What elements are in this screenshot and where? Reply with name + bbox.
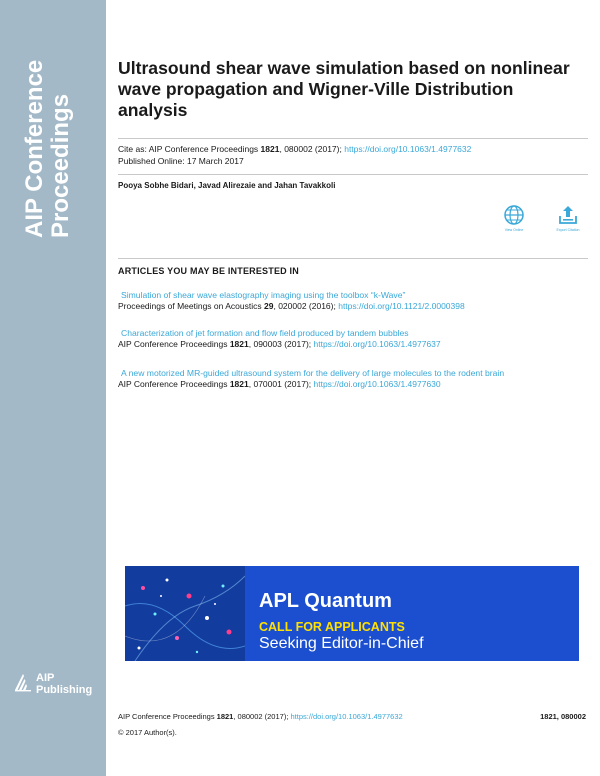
ad-subline: Seeking Editor-in-Chief: [259, 635, 424, 652]
view-online-button[interactable]: [494, 204, 534, 238]
globe-icon: [503, 204, 525, 226]
divider: [118, 174, 588, 175]
related-journal: AIP Conference Proceedings: [118, 339, 230, 349]
related-doi-link[interactable]: https://doi.org/10.1063/1.4977637: [313, 339, 441, 349]
ad-headline: APL Quantum: [259, 590, 392, 612]
related-rest: , 020002 (2016);: [273, 301, 339, 311]
related-article-title[interactable]: Simulation of shear wave elastography imaging using the toolbox “k-Wave”: [121, 290, 406, 300]
related-article: [118, 368, 588, 390]
footer-journal: AIP Conference Proceedings: [118, 712, 217, 721]
article-title: Ultrasound shear wave simulation based on nonlinear wave propagation and Wigner-Ville Distribution analysis: [118, 58, 570, 120]
related-article-citation: [118, 339, 588, 350]
export-icon: [557, 204, 579, 226]
divider: [118, 258, 588, 259]
related-rest: , 070001 (2017);: [248, 379, 314, 389]
journal-name: [22, 38, 74, 238]
related-journal: Proceedings of Meetings on Acoustics: [118, 301, 264, 311]
footer-rest: , 080002 (2017);: [233, 712, 291, 721]
related-doi-link[interactable]: https://doi.org/10.1063/1.4977630: [313, 379, 441, 389]
related-article-title[interactable]: A new motorized MR-guided ultrasound system for the delivery of large molecules to the rodent brain: [121, 368, 505, 378]
related-article: [118, 328, 588, 350]
cite-volume: 1821: [260, 144, 280, 154]
footer-citation: [118, 712, 403, 722]
apl-quantum-ad-banner[interactable]: [125, 566, 579, 661]
cite-rest: , 080002 (2017);: [279, 144, 345, 154]
author-list: Pooya Sobhe Bidari, Javad Alirezaie and Jahan Tavakkoli: [118, 181, 336, 190]
journal-sidebar: [0, 0, 106, 776]
article-doi-link[interactable]: https://doi.org/10.1063/1.4977632: [344, 144, 472, 154]
publisher-line2: Publishing: [36, 684, 93, 696]
journal-name-line1: AIP Conference: [21, 59, 48, 238]
published-online: Published Online: 17 March 2017: [118, 156, 244, 166]
related-doi-link[interactable]: https://doi.org/10.1121/2.0000398: [338, 301, 465, 311]
related-article-citation: [118, 379, 588, 390]
related-article-title[interactable]: Characterization of jet formation and flow field produced by tandem bubbles: [121, 328, 409, 338]
export-citation-label: Export Citation: [556, 228, 580, 232]
aip-logo-icon: [14, 672, 32, 692]
aip-publishing-logo[interactable]: [14, 670, 102, 700]
divider: [118, 138, 588, 139]
related-article: [118, 290, 588, 312]
citation-line: [118, 144, 471, 155]
ad-particle-artwork: [125, 566, 245, 661]
view-online-label: View Online: [504, 228, 524, 232]
publisher-line1: AIP: [36, 672, 55, 684]
footer-copyright: © 2017 Author(s).: [118, 728, 177, 737]
related-volume: 29: [264, 301, 274, 311]
related-volume: 1821: [229, 339, 249, 349]
cite-label: Cite as: AIP Conference Proceedings: [118, 144, 261, 154]
journal-name-line2: Proceedings: [47, 93, 74, 238]
export-citation-button[interactable]: [548, 204, 588, 238]
related-rest: , 090003 (2017);: [248, 339, 314, 349]
ad-call-for-applicants: CALL FOR APPLICANTS: [259, 620, 405, 634]
related-volume: 1821: [229, 379, 249, 389]
footer-page-ref: 1821, 080002: [540, 712, 586, 721]
related-articles-heading: ARTICLES YOU MAY BE INTERESTED IN: [118, 266, 299, 276]
footer-doi-link[interactable]: https://doi.org/10.1063/1.4977632: [290, 712, 403, 721]
related-journal: AIP Conference Proceedings: [118, 379, 230, 389]
footer-volume: 1821: [216, 712, 234, 721]
related-article-citation: [118, 301, 588, 312]
